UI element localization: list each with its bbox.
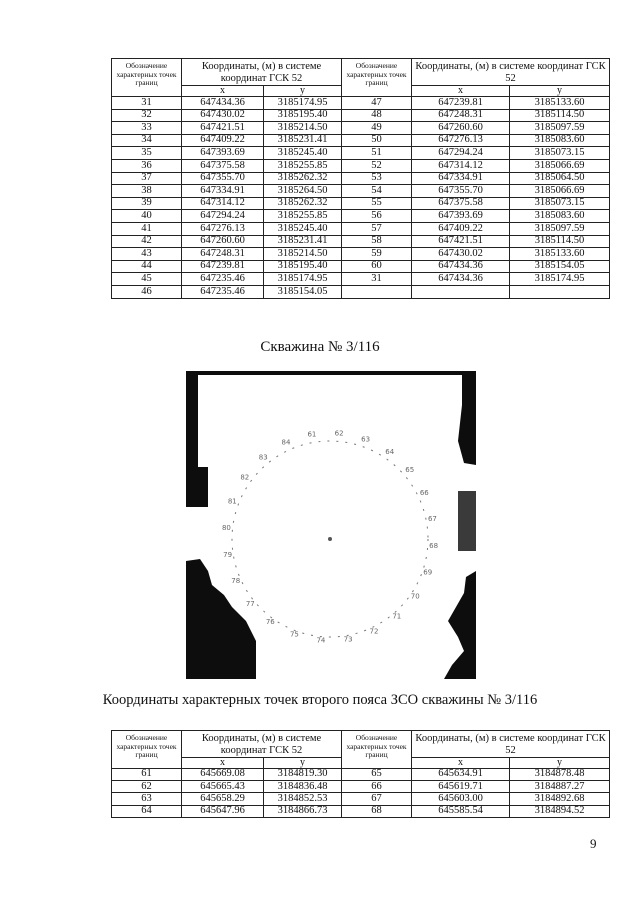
cell-x-value: 647434.36 xyxy=(412,273,510,286)
cell-y-value: 3184819.30 xyxy=(264,769,342,781)
cell-point-id: 52 xyxy=(342,160,412,173)
cell-x-value: 647355.70 xyxy=(182,172,264,185)
cell-point-id: 37 xyxy=(112,172,182,185)
cell-point-id: 46 xyxy=(112,286,182,299)
coord-system-header-left-2: Координаты, (м) в системе координат ГСК 52 xyxy=(182,731,342,758)
point-label-header-left-2: Обозначение характерных точек границ xyxy=(112,731,182,769)
cell-y-value: 3185133.60 xyxy=(510,97,610,110)
cell-x-value: 647260.60 xyxy=(182,235,264,248)
cell-y-value: 3185214.50 xyxy=(264,122,342,135)
map-point-label: 83 xyxy=(258,453,268,462)
well-zone-map xyxy=(186,371,476,679)
cell-point-id: 67 xyxy=(342,793,412,805)
cell-y-value xyxy=(510,286,610,299)
cell-point-id: 63 xyxy=(112,793,182,805)
cell-y-value: 3185174.95 xyxy=(510,273,610,286)
cell-y-value: 3184892.68 xyxy=(510,793,610,805)
cell-point-id: 33 xyxy=(112,122,182,135)
cell-x-value: 645647.96 xyxy=(182,805,264,817)
cell-point-id: 50 xyxy=(342,134,412,147)
cell-x-value: 647393.69 xyxy=(412,210,510,223)
cell-y-value: 3185066.69 xyxy=(510,185,610,198)
cell-y-value: 3185255.85 xyxy=(264,210,342,223)
cell-point-id: 34 xyxy=(112,134,182,147)
table-2-body xyxy=(112,769,610,818)
cell-x-value: 647430.02 xyxy=(412,248,510,261)
x-header-right: x xyxy=(412,86,510,97)
map-point-label: 66 xyxy=(419,489,429,497)
cell-x-value: 647421.51 xyxy=(412,235,510,248)
map-point-label: 70 xyxy=(410,592,420,601)
point-label-header-right: Обозначение характерных точек границ xyxy=(342,59,412,97)
cell-x-value: 647430.02 xyxy=(182,109,264,122)
coord-system-header-right-2: Координаты, (м) в системе координат ГСК 52 xyxy=(412,731,610,758)
cell-point-id: 58 xyxy=(342,235,412,248)
well-title: Скважина № 3/116 xyxy=(260,339,380,355)
cell-y-value: 3185154.05 xyxy=(510,260,610,273)
cell-x-value: 645665.43 xyxy=(182,781,264,793)
cell-y-value: 3184878.48 xyxy=(510,769,610,781)
cell-y-value: 3185245.40 xyxy=(264,147,342,160)
cell-x-value: 647393.69 xyxy=(182,147,264,160)
cell-point-id: 44 xyxy=(112,260,182,273)
cell-x-value: 647334.91 xyxy=(412,172,510,185)
cell-x-value: 647355.70 xyxy=(412,185,510,198)
cell-y-value: 3185073.15 xyxy=(510,147,610,160)
cell-y-value: 3185195.40 xyxy=(264,260,342,273)
cell-y-value: 3185114.50 xyxy=(510,235,610,248)
table-row xyxy=(112,223,610,236)
y-header-right-2: y xyxy=(510,758,610,769)
map-point-label: 64 xyxy=(385,447,395,456)
cell-y-value: 3185066.69 xyxy=(510,160,610,173)
cell-x-value: 647434.36 xyxy=(182,97,264,110)
x-header-left: x xyxy=(182,86,264,97)
cell-point-id: 45 xyxy=(112,273,182,286)
cell-x-value: 647409.22 xyxy=(412,223,510,236)
cell-y-value: 3185255.85 xyxy=(264,160,342,173)
cell-point-id: 41 xyxy=(112,223,182,236)
cell-y-value: 3185262.32 xyxy=(264,197,342,210)
cell-point-id: 31 xyxy=(342,273,412,286)
cell-y-value: 3185174.95 xyxy=(264,273,342,286)
cell-point-id: 68 xyxy=(342,805,412,817)
cell-x-value: 647375.58 xyxy=(412,197,510,210)
cell-point-id: 49 xyxy=(342,122,412,135)
x-header-right-2: x xyxy=(412,758,510,769)
page-number: 9 xyxy=(590,836,597,851)
cell-point-id: 59 xyxy=(342,248,412,261)
table-row xyxy=(112,769,610,781)
table-row xyxy=(112,273,610,286)
table-row xyxy=(112,248,610,261)
cell-y-value: 3185231.41 xyxy=(264,134,342,147)
cell-x-value: 647334.91 xyxy=(182,185,264,198)
cell-x-value: 647235.46 xyxy=(182,273,264,286)
table-row xyxy=(112,805,610,817)
map-point-label: 67 xyxy=(427,514,437,523)
cell-x-value: 645585.54 xyxy=(412,805,510,817)
map-point-label: 77 xyxy=(245,599,255,608)
cell-point-id: 64 xyxy=(112,805,182,817)
map-point-label: 71 xyxy=(392,612,402,621)
cell-y-value: 3185133.60 xyxy=(510,248,610,261)
table-row xyxy=(112,134,610,147)
coord-system-header-right: Координаты, (м) в системе координат ГСК 52 xyxy=(412,59,610,86)
cell-point-id: 35 xyxy=(112,147,182,160)
cell-point-id: 62 xyxy=(112,781,182,793)
cell-x-value: 647294.24 xyxy=(412,147,510,160)
x-header-left-2: x xyxy=(182,758,264,769)
cell-point-id: 51 xyxy=(342,147,412,160)
map-point-label: 76 xyxy=(265,618,275,627)
cell-point-id: 53 xyxy=(342,172,412,185)
cell-point-id: 47 xyxy=(342,97,412,110)
cell-y-value: 3185097.59 xyxy=(510,223,610,236)
cell-x-value: 647248.31 xyxy=(412,109,510,122)
y-header-right: y xyxy=(510,86,610,97)
cell-point-id xyxy=(342,286,412,299)
map-point-label: 73 xyxy=(343,635,353,644)
cell-point-id: 55 xyxy=(342,197,412,210)
map-point-label: 72 xyxy=(369,627,379,636)
map-point-label: 61 xyxy=(307,430,317,439)
cell-point-id: 56 xyxy=(342,210,412,223)
table-1-body xyxy=(112,97,610,299)
cell-point-id: 39 xyxy=(112,197,182,210)
cell-x-value: 645669.08 xyxy=(182,769,264,781)
cell-point-id: 38 xyxy=(112,185,182,198)
cell-x-value: 647314.12 xyxy=(412,160,510,173)
cell-y-value: 3185073.15 xyxy=(510,197,610,210)
map-point-label: 80 xyxy=(221,523,231,532)
map-point-label: 69 xyxy=(423,568,433,577)
map-point-label: 62 xyxy=(334,429,344,438)
zone-title: Координаты характерных точек второго пояса ЗСО скважины № 3/116 xyxy=(102,692,538,708)
cell-y-value: 3185264.50 xyxy=(264,185,342,198)
coordinates-table-2 xyxy=(111,730,610,818)
table-row xyxy=(112,185,610,198)
map-point-label: 84 xyxy=(281,438,291,447)
cell-y-value: 3185083.60 xyxy=(510,210,610,223)
table-row xyxy=(112,197,610,210)
cell-y-value: 3185262.32 xyxy=(264,172,342,185)
map-point-label: 78 xyxy=(231,577,241,585)
cell-point-id: 60 xyxy=(342,260,412,273)
cell-y-value: 3185097.59 xyxy=(510,122,610,135)
map-point-label: 68 xyxy=(429,542,439,551)
table-row xyxy=(112,172,610,185)
coord-system-header-left: Координаты, (м) в системе координат ГСК 52 xyxy=(182,59,342,86)
table-row xyxy=(112,286,610,299)
table-row xyxy=(112,210,610,223)
cell-x-value: 647434.36 xyxy=(412,260,510,273)
table-row xyxy=(112,235,610,248)
cell-y-value: 3184894.52 xyxy=(510,805,610,817)
table-row xyxy=(112,160,610,173)
cell-y-value: 3185245.40 xyxy=(264,223,342,236)
cell-point-id: 43 xyxy=(112,248,182,261)
cell-x-value: 645603.00 xyxy=(412,793,510,805)
cell-x-value: 645619.71 xyxy=(412,781,510,793)
cell-y-value: 3185114.50 xyxy=(510,109,610,122)
cell-x-value: 647239.81 xyxy=(182,260,264,273)
cell-x-value: 647235.46 xyxy=(182,286,264,299)
cell-x-value xyxy=(412,286,510,299)
map-point-label: 81 xyxy=(227,497,237,506)
map-point-label: 65 xyxy=(405,466,415,475)
cell-y-value: 3185214.50 xyxy=(264,248,342,261)
cell-point-id: 48 xyxy=(342,109,412,122)
map-point-label: 82 xyxy=(240,473,250,482)
cell-x-value: 647239.81 xyxy=(412,97,510,110)
cell-point-id: 36 xyxy=(112,160,182,173)
cell-point-id: 31 xyxy=(112,97,182,110)
map-point-label: 74 xyxy=(316,636,326,645)
point-label-header-right-2: Обозначение характерных точек границ xyxy=(342,731,412,769)
table-row xyxy=(112,122,610,135)
cell-y-value: 3185083.60 xyxy=(510,134,610,147)
cell-x-value: 647409.22 xyxy=(182,134,264,147)
y-header-left: y xyxy=(264,86,342,97)
cell-y-value: 3185154.05 xyxy=(264,286,342,299)
table-row xyxy=(112,97,610,110)
cell-point-id: 32 xyxy=(112,109,182,122)
cell-point-id: 54 xyxy=(342,185,412,198)
map-point-label: 75 xyxy=(289,630,299,639)
table-row xyxy=(112,781,610,793)
cell-x-value: 647276.13 xyxy=(412,134,510,147)
cell-y-value: 3185195.40 xyxy=(264,109,342,122)
table-row xyxy=(112,260,610,273)
cell-y-value: 3185174.95 xyxy=(264,97,342,110)
cell-y-value: 3184852.53 xyxy=(264,793,342,805)
cell-point-id: 61 xyxy=(112,769,182,781)
point-label-header-left: Обозначение характерных точек границ xyxy=(112,59,182,97)
cell-y-value: 3184836.48 xyxy=(264,781,342,793)
cell-point-id: 57 xyxy=(342,223,412,236)
cell-x-value: 645634.91 xyxy=(412,769,510,781)
cell-x-value: 647294.24 xyxy=(182,210,264,223)
cell-x-value: 647260.60 xyxy=(412,122,510,135)
cell-y-value: 3184887.27 xyxy=(510,781,610,793)
cell-point-id: 42 xyxy=(112,235,182,248)
cell-point-id: 40 xyxy=(112,210,182,223)
map-svg xyxy=(186,371,476,679)
table-row xyxy=(112,109,610,122)
cell-point-id: 65 xyxy=(342,769,412,781)
cell-x-value: 647314.12 xyxy=(182,197,264,210)
cell-x-value: 645658.29 xyxy=(182,793,264,805)
cell-y-value: 3184866.73 xyxy=(264,805,342,817)
table-row xyxy=(112,147,610,160)
map-point-label: 79 xyxy=(223,551,233,560)
cell-x-value: 647276.13 xyxy=(182,223,264,236)
cell-y-value: 3185064.50 xyxy=(510,172,610,185)
well-point-marker xyxy=(328,537,332,541)
table-row xyxy=(112,793,610,805)
map-point-label: 63 xyxy=(361,435,371,444)
cell-x-value: 647248.31 xyxy=(182,248,264,261)
cell-x-value: 647375.58 xyxy=(182,160,264,173)
cell-y-value: 3185231.41 xyxy=(264,235,342,248)
cell-x-value: 647421.51 xyxy=(182,122,264,135)
cell-point-id: 66 xyxy=(342,781,412,793)
coordinates-table-1 xyxy=(111,58,610,299)
y-header-left-2: y xyxy=(264,758,342,769)
